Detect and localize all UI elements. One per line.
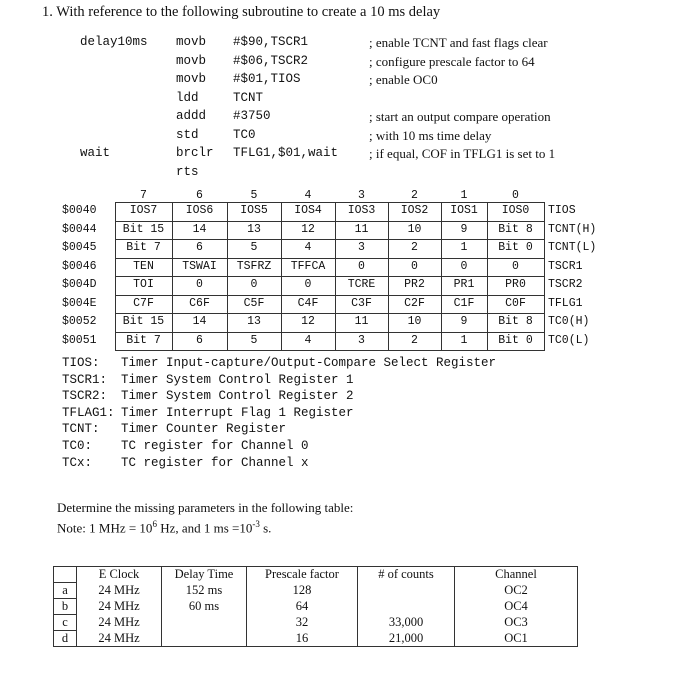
register-bit: 14: [192, 222, 207, 236]
register-name: TC0(L): [548, 333, 590, 347]
register-bit: C7F: [133, 296, 154, 310]
register-bit: C4F: [297, 296, 319, 310]
abbreviation-item: [62, 388, 354, 405]
bit-header: 3: [358, 189, 365, 202]
register-address: $004E: [62, 296, 97, 310]
cell-channel: OC2: [455, 583, 578, 599]
register-bit: Bit 7: [126, 333, 161, 347]
register-bit: IOS3: [347, 204, 376, 217]
code-operand: #$06,TSCR2: [233, 53, 309, 68]
register-bit: PR1: [453, 278, 475, 291]
code-instruction: brclr: [176, 146, 214, 160]
abbreviation-description: Timer Counter Register: [121, 422, 287, 437]
unit-note: [57, 516, 271, 536]
register-address: $0045: [62, 241, 97, 254]
code-comment: ; configure prescale factor to 64: [369, 53, 535, 69]
register-bit: 0: [358, 259, 365, 273]
bit-header: 4: [304, 189, 312, 202]
row-label-header: [54, 567, 77, 583]
register-bit: 1: [460, 241, 468, 254]
code-instruction: std: [176, 127, 199, 142]
register-bit: IOS6: [185, 204, 214, 217]
register-map: [62, 188, 622, 368]
bit-header: 6: [196, 189, 203, 202]
row-label: b: [54, 599, 77, 615]
code-instruction: movb: [176, 72, 207, 86]
cell-delay-time: 60 ms: [162, 599, 247, 615]
cell-delay-time: 152 ms: [162, 583, 247, 599]
bit-header: 7: [140, 189, 147, 202]
abbreviation-item: [62, 372, 354, 389]
table-row: [54, 599, 578, 615]
register-address: $0051: [62, 333, 97, 347]
header-channel: Channel: [455, 567, 578, 583]
register-bit: TFFCA: [290, 259, 326, 273]
code-comment: ; enable TCNT and fast flags clear: [369, 35, 548, 50]
register-bit: 13: [247, 222, 261, 236]
code-instruction: movb: [176, 35, 207, 49]
cell-prescale-factor: 32: [247, 615, 358, 631]
row-label: d: [54, 631, 77, 647]
register-bit: TEN: [133, 259, 154, 273]
abbreviation-description: Timer Interrupt Flag 1 Register: [121, 405, 354, 420]
note-prefix: Note: 1 MHz = 10: [57, 520, 153, 536]
register-bit: C3F: [351, 296, 372, 310]
cell-prescale-factor: 128: [247, 583, 358, 599]
register-bit: 6: [196, 333, 203, 347]
register-bit: IOS7: [129, 204, 158, 217]
table-row: [54, 615, 578, 631]
abbreviation-key: TSCR2:: [62, 389, 108, 404]
code-label: delay10ms: [80, 35, 148, 49]
register-bit: C2F: [404, 296, 425, 310]
register-bit: Bit 15: [122, 222, 165, 236]
parameter-table: [53, 566, 578, 647]
abbreviation-item: [62, 421, 286, 438]
cell-channel: OC4: [455, 599, 578, 615]
register-bit: IOS1: [450, 204, 478, 217]
code-comment: ; start an output compare operation: [369, 109, 551, 124]
register-bit: 4: [304, 241, 312, 254]
code-operand: #$01,TIOS: [233, 72, 301, 86]
bit-header: 5: [250, 189, 258, 202]
abbreviation-description: Timer Input-capture/Output-Compare Select Register: [121, 356, 497, 370]
cell-e-clock: 24 MHz: [77, 599, 162, 615]
register-bit: Bit 0: [498, 333, 533, 347]
register-name: TSCR2: [548, 278, 583, 291]
register-bit: Bit 8: [498, 222, 533, 236]
code-comment: ; with 10 ms time delay: [369, 127, 492, 143]
cell-e-clock: 24 MHz: [77, 615, 162, 631]
cell-count: [358, 599, 455, 615]
abbreviation-description: TC register for Channel 0: [121, 439, 309, 453]
register-bit: 0: [196, 278, 203, 291]
note-middle: Hz, and 1 ms =10: [156, 520, 253, 536]
abbreviation-item: [62, 405, 354, 422]
code-comment: ; if equal, COF in TFLG1 is set to 1: [369, 146, 556, 161]
abbreviation-key: TFLAG1:: [62, 405, 115, 420]
abbreviation-description: TC register for Channel x: [121, 455, 309, 470]
code-operand: TFLG1,$01,wait: [233, 146, 339, 160]
register-bit: IOS2: [400, 204, 429, 217]
register-bit: 6: [196, 241, 203, 254]
register-bit: 5: [250, 241, 258, 254]
cell-channel: OC1: [455, 631, 578, 647]
register-bit: IOS4: [294, 204, 322, 217]
cell-count: 21,000: [358, 631, 455, 647]
abbreviation-description: Timer System Control Register 2: [121, 389, 354, 404]
register-bit: Bit 0: [498, 241, 533, 254]
cell-delay-time: [162, 615, 247, 631]
register-bit: TCRE: [347, 278, 376, 291]
register-bit: TOI: [133, 278, 154, 291]
register-bit: C5F: [243, 296, 265, 310]
code-instruction: movb: [176, 53, 207, 68]
register-bit: 10: [407, 315, 422, 328]
header-count: # of counts: [358, 567, 455, 583]
row-label: a: [54, 583, 77, 599]
code-instruction: rts: [176, 164, 199, 179]
register-name: TSCR1: [548, 259, 583, 273]
table-row: [54, 631, 578, 647]
register-bit: 11: [354, 315, 369, 328]
register-address: $0044: [62, 222, 97, 236]
abbreviation-item: [62, 438, 309, 455]
code-operand: #$90,TSCR1: [233, 35, 309, 49]
register-bit: 12: [301, 315, 315, 328]
register-address: $0040: [62, 204, 97, 217]
register-bit: 12: [301, 222, 315, 236]
register-bit: TSFRZ: [236, 259, 272, 273]
question-title: 1. With reference to the following subroutine to create a 10 ms delay: [42, 4, 441, 20]
register-bit: Bit 8: [498, 315, 533, 328]
cell-count: [358, 583, 455, 599]
register-bit: Bit 15: [122, 315, 165, 328]
register-bit: C0F: [505, 296, 526, 310]
register-address: $004D: [62, 278, 97, 291]
cell-e-clock: 24 MHz: [77, 583, 162, 599]
register-bit: Bit 7: [126, 241, 161, 254]
register-address: $0046: [62, 259, 97, 273]
register-name: TCNT(H): [548, 222, 597, 236]
register-name: TCNT(L): [548, 241, 597, 254]
header-e-clock: E Clock: [77, 567, 162, 583]
row-label: c: [54, 615, 77, 631]
register-bit: 9: [460, 222, 468, 236]
code-instruction: addd: [176, 109, 207, 123]
register-bit: IOS0: [501, 204, 530, 217]
register-bit: 3: [358, 241, 365, 254]
register-bit: C6F: [189, 296, 210, 310]
register-bit: 5: [250, 333, 258, 347]
register-bit: PR2: [404, 278, 425, 291]
bit-header: 2: [411, 189, 418, 202]
register-bit: 9: [460, 315, 468, 328]
code-label: wait: [80, 146, 111, 160]
code-comment: ; enable OC0: [369, 72, 438, 87]
register-bit: C1F: [453, 296, 475, 310]
bit-header: 1: [460, 189, 468, 202]
register-name: TC0(H): [548, 315, 590, 328]
cell-e-clock: 24 MHz: [77, 631, 162, 647]
register-bit: 14: [192, 315, 207, 328]
register-bit: 10: [407, 222, 422, 236]
register-bit: 0: [512, 259, 519, 273]
cell-prescale-factor: 16: [247, 631, 358, 647]
code-operand: #3750: [233, 109, 271, 123]
register-bit: 0: [304, 278, 312, 291]
register-bit: IOS5: [240, 204, 268, 217]
cell-prescale-factor: 64: [247, 599, 358, 615]
abbreviation-key: TC0:: [62, 439, 93, 453]
register-name: TFLG1: [548, 296, 583, 310]
register-bit: 0: [411, 259, 418, 273]
abbreviation-key: TIOS:: [62, 356, 100, 370]
register-bit: 3: [358, 333, 365, 347]
header-delay-time: Delay Time: [162, 567, 247, 583]
code-instruction: ldd: [176, 90, 199, 105]
abbreviation-item: [62, 455, 309, 472]
register-bit: TSWAI: [182, 259, 217, 273]
register-bit: 2: [411, 241, 418, 254]
register-bit: 4: [304, 333, 312, 347]
register-bit: 13: [247, 315, 261, 328]
abbreviation-key: TCNT:: [62, 422, 100, 437]
header-prescale-factor: Prescale factor: [247, 567, 358, 583]
table-header-row: [54, 567, 578, 583]
register-address: $0052: [62, 315, 97, 328]
cell-delay-time: [162, 631, 247, 647]
register-bit: 0: [460, 259, 468, 273]
abbreviation-key: TSCR1:: [62, 372, 108, 387]
note-suffix: s.: [259, 520, 272, 536]
register-bit: PR0: [505, 278, 526, 291]
abbreviation-key: TCx:: [62, 455, 93, 470]
instruction-text: Determine the missing parameters in the following table:: [57, 500, 354, 515]
register-bit: 1: [460, 333, 468, 347]
register-name: TIOS: [548, 204, 576, 217]
abbreviation-item: [62, 355, 496, 372]
register-bit: 11: [354, 222, 369, 236]
register-bit: 0: [250, 278, 258, 291]
cell-channel: OC3: [455, 615, 578, 631]
abbreviation-description: Timer System Control Register 1: [121, 372, 354, 387]
bit-header: 0: [512, 189, 519, 202]
code-operand: TCNT: [233, 90, 264, 105]
table-row: [54, 583, 578, 599]
note-exponent-mhz: 6: [152, 519, 157, 529]
cell-count: 33,000: [358, 615, 455, 631]
note-exponent-ms: -3: [252, 519, 260, 529]
code-operand: TC0: [233, 127, 256, 142]
register-bit: 2: [411, 333, 418, 347]
